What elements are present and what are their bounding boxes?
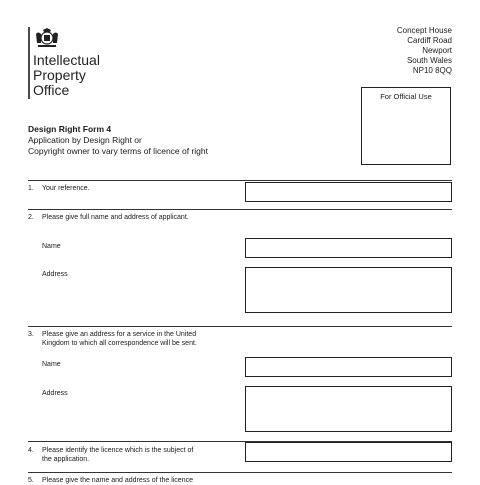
form-subtitle-line: Application by Design Right or: [28, 135, 142, 145]
logo-text-line: Intellectual: [33, 52, 100, 68]
service-address-input[interactable]: [245, 386, 452, 432]
service-address-label: Address: [42, 390, 68, 397]
form-title: Design Right Form 4: [28, 124, 112, 134]
logo-text-line: Office: [33, 82, 70, 98]
section-divider: [28, 326, 452, 327]
question-number: 3.: [28, 331, 34, 338]
question-number: 5.: [28, 477, 34, 484]
question-text-line: Please give an address for a service in the United: [42, 331, 197, 338]
official-use-label: For Official Use: [380, 92, 432, 101]
royal-crest-icon: [34, 28, 60, 50]
question-text-line: Please identify the licence which is the subject of: [42, 447, 194, 454]
question-text: Please give full name and address of applicant.: [42, 214, 189, 221]
applicant-name-label: Name: [42, 243, 61, 250]
logo-text-line: Property: [33, 67, 86, 83]
address-line: NP10 8QQ: [412, 66, 452, 75]
address-line: Newport: [422, 46, 452, 55]
address-line: Cardiff Road: [407, 36, 452, 45]
applicant-name-input[interactable]: [245, 238, 452, 258]
question-number: 4.: [28, 447, 34, 454]
section-divider: [28, 180, 452, 181]
service-name-label: Name: [42, 361, 61, 368]
logo-divider-bar: [28, 27, 30, 99]
official-use-box: [361, 87, 451, 165]
question-text-line: Kingdom to which all correspondence will be sent.: [42, 340, 197, 347]
address-line: South Wales: [406, 56, 452, 65]
section-divider: [28, 472, 452, 473]
question-text: Please give the name and address of the licence: [42, 477, 193, 484]
applicant-address-input[interactable]: [245, 267, 452, 313]
address-line: Concept House: [396, 26, 452, 35]
reference-input[interactable]: [245, 182, 452, 202]
licence-identification-input[interactable]: [245, 442, 452, 462]
applicant-address-label: Address: [42, 271, 68, 278]
question-number: 1.: [28, 185, 34, 192]
question-number: 2.: [28, 214, 34, 221]
question-text: Your reference.: [42, 185, 90, 192]
section-divider: [28, 209, 452, 210]
form-subtitle-line: Copyright owner to vary terms of licence of right: [28, 146, 208, 156]
question-text-line: the application.: [42, 456, 90, 463]
service-name-input[interactable]: [245, 357, 452, 377]
